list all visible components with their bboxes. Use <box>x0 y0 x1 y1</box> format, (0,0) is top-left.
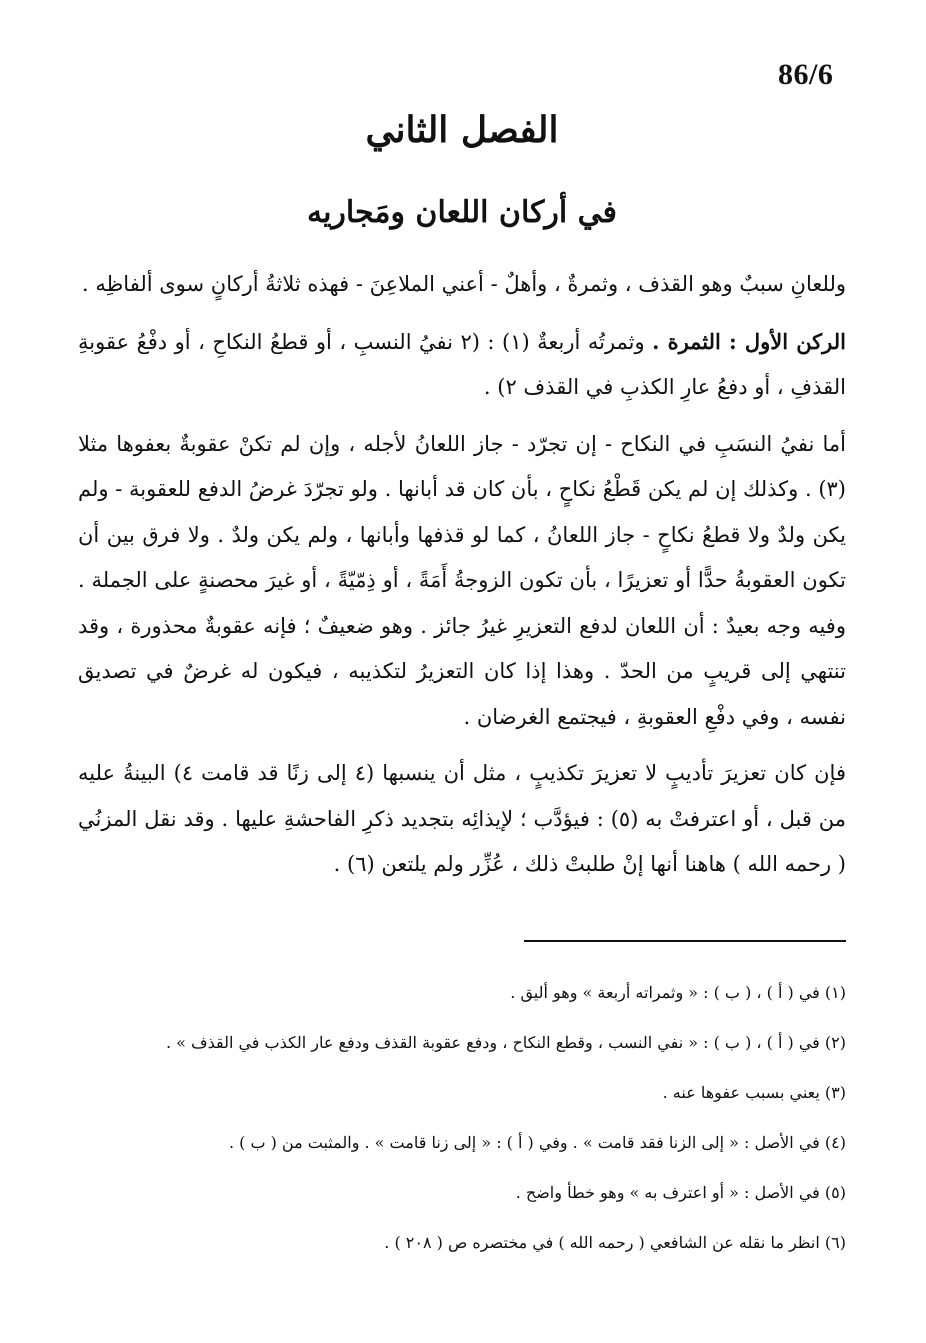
body-text <box>78 262 846 899</box>
footnote-divider <box>524 940 846 942</box>
footnote-5: (٥) في الأصل : « أو اعترف به » وهو خطأ واضح . <box>515 1183 846 1202</box>
paragraph-lineage <box>78 422 846 741</box>
paragraph-text: فإن كان تعزيرَ تأديبٍ لا تعزيرَ تكذيبٍ ، مثل أن ينسبها (٤ إلى زنًا قد قامت ٤) البينةُ عليه من قبل ، أو اعترفتْ به (٥) : فيؤدَّب ؛ لإيذائِه بتجديد ذكرِ الفاحشةِ عليها . وقد نقل المزنُي ( رحمه الله ) هاهنا أنها إنْ طلبتْ ذلك ، عُزِّر ولم يلتعن (٦) . <box>78 761 846 876</box>
chapter-title: الفصل الثاني <box>365 109 559 151</box>
footnote-1: (١) في ( أ ) ، ( ب ) : « وثمراته أربعة » وهو أليق . <box>510 983 846 1002</box>
footnote-6: (٦) انظر ما نقله عن الشافعي ( رحمه الله ) في مختصره ص ( ٢٠٨ ) . <box>384 1233 846 1252</box>
page-number: 86/6 <box>778 58 834 91</box>
paragraph-text: أما نفيُ النسَبِ في النكاح - إن تجرّد - جاز اللعانُ لأجله ، وإن لم تكنْ عقوبةٌ بعفوها مثلا (٣) . وكذلك إن لم يكن قَطْعُ نكاحٍ ، بأن كان قد أبانها . ولو تجرّدَ غرضُ الدفع للعقوبة - ولم يكن ولدٌ ولا قطعُ نكاحٍ - جاز اللعانُ ، كما لو قذفها وأبانها ، ولم يكن ولدٌ . ولا فرق بين أن تكون العقوبةُ حدًّا أو تعزيرًا ، بأن تكون الزوجةُ أَمَةً ، أو ذِمّيّةً ، أو غيرَ محصنةٍ على الجملة . وفيه وجه بعيدٌ : أن اللعان لدفع التعزيرِ غيرُ جائز . وهو ضعيفٌ ؛ فإنه عقوبةٌ محذورة ، وقد تنتهي إلى قريبٍ من الحدّ . وهذا إذا كان التعزيرُ لتكذيبه ، فيكون له غرضٌ في تصديق نفسه ، وفي دفْعِ العقوبةِ ، فيجتمع الغرضان . <box>78 431 846 729</box>
paragraph-text: وثمرتُه أربعةٌ (١) : (٢ نفيُ النسبِ ، أو قطعُ النكاحِ ، أو دفْعُ عقوبةِ القذفِ ، أو دفعُ عارِ الكذبِ في القذف ٢) . <box>78 329 846 399</box>
footnote-2: (٢) في ( أ ) ، ( ب ) : « نفي النسب ، وقطع النكاح ، ودفع عقوبة القذف ودفع عار الكذب في القذف » . <box>165 1033 846 1052</box>
footnote-4: (٤) في الأصل : « إلى الزنا فقد قامت » . وفي ( أ ) : « إلى زنا قامت » . والمثبت من ( ب ) . <box>228 1133 846 1152</box>
footnotes <box>78 968 846 1268</box>
paragraph-discipline <box>78 751 846 888</box>
paragraph-first-pillar <box>78 319 846 411</box>
paragraph-lead-heading: الركن الأول : الثمرة . <box>652 328 846 354</box>
paragraph-text: وللعانِ سببٌ وهو القذف ، وثمرةٌ ، وأهلٌ - أعني الملاعِنَ - فهذه ثلاثةُ أركانٍ سوى ألفاظِه . <box>81 272 846 296</box>
section-title: في أركان اللعان ومَجاريه <box>307 195 617 230</box>
paragraph-intro <box>78 262 846 308</box>
footnote-3: (٣) يعني بسبب عفوها عنه . <box>662 1083 846 1102</box>
